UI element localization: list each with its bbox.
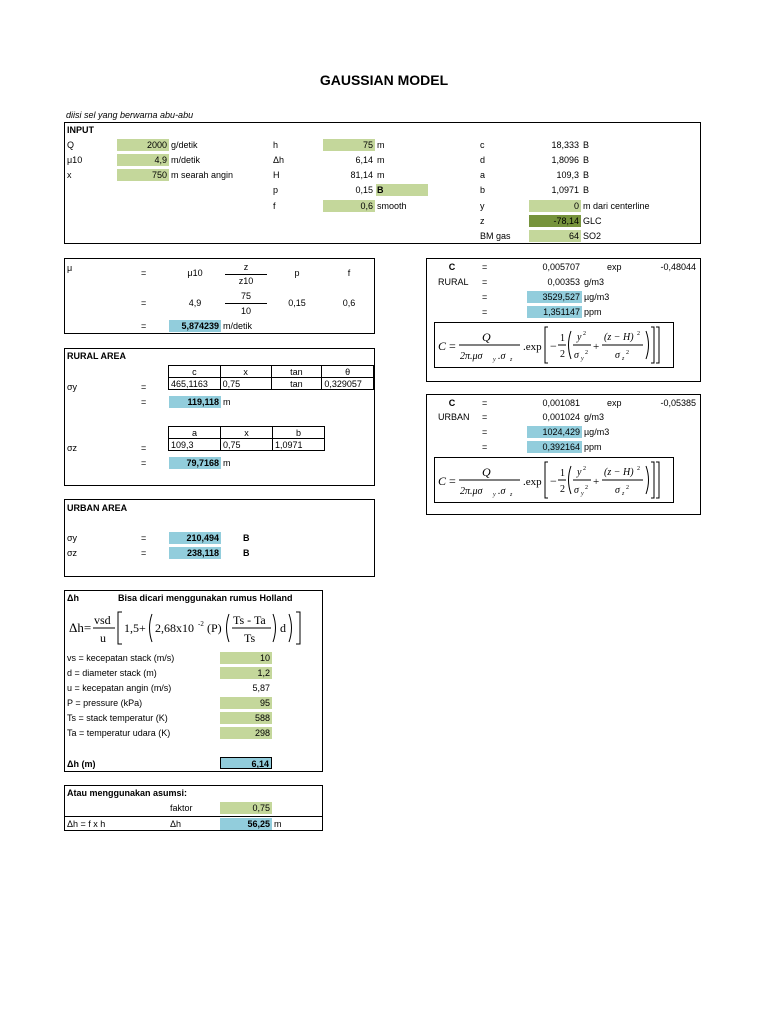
unit-y: m dari centerline [583,201,650,211]
urban-sz-eq: = [141,548,147,558]
unit-dh: m [377,155,385,165]
svg-text:=: = [449,339,456,353]
urban-area-section [64,499,375,577]
svg-text:d: d [280,621,286,635]
svg-text:σ: σ [615,350,620,361]
mu-eq-2: = [141,298,147,308]
holland-value-u: 5,87 [252,683,270,693]
svg-text:y: y [493,357,496,363]
asumsi-header: Atau menggunakan asumsi: [67,788,188,798]
rural-c-eq-2: = [482,277,488,287]
svg-text:+: + [593,476,600,488]
rural-sy-table [168,365,374,390]
svg-text:2: 2 [560,349,565,360]
input-f[interactable]: 0,6 [323,200,375,212]
urban-sy-eq: = [141,533,147,543]
rural-c-value: 0,005707 [542,262,580,272]
svg-text:y: y [493,492,496,498]
unit-a: B [583,170,590,180]
rural-sy-unit: m [223,397,231,407]
mu-result-unit: m/detik [223,321,253,331]
svg-text:2π.μσ: 2π.μσ [460,486,483,497]
holland-header: Δh [67,593,79,603]
rural-sy-eq: = [141,382,147,392]
input-mu10[interactable]: 4,9 [117,154,169,166]
svg-text:−: − [550,339,557,353]
rural-sz-label: σz [67,443,78,453]
asumsi-formula: Δh = f x h [67,819,106,829]
mu-label: μ [67,263,73,273]
rural-sy-label: σy [67,382,78,392]
svg-text:(z − H): (z − H) [604,332,634,343]
input-bm-gas[interactable]: 64 [529,230,581,242]
rural-gaussian-formula-svg [435,323,673,367]
urban-c-eq-4: = [482,442,488,452]
asumsi-section [64,785,323,831]
label-c: c [480,140,485,150]
unit-d: B [583,155,590,165]
unit-f: smooth [377,201,407,211]
mu-h4: f [347,268,351,278]
urban-sz-value: 238,118 [169,547,221,559]
input-label-dh: Δh [273,155,285,165]
holland-param-label-vs: vs = kecepatan stack (m/s) [67,653,175,663]
holland-param-label-d: d = diameter stack (m) [67,668,157,678]
svg-text:y: y [577,467,582,478]
mu-v2-den: 10 [240,306,251,316]
urban-sy-unit: B [243,533,250,543]
rural-sy-eq-2: = [141,397,147,407]
svg-text:y: y [581,491,584,497]
rural-c-eq-4: = [482,307,488,317]
value-a: 109,3 [556,170,579,180]
urban-c-label: C [448,398,456,408]
input-h[interactable]: 75 [323,139,375,151]
mu-v1: 4,9 [188,298,202,308]
urban-sz-unit: B [243,548,250,558]
mu-section [64,258,375,334]
svg-text:(P): (P) [207,621,222,635]
label-bm-gas: BM gas [480,231,511,241]
svg-text:2,68x10: 2,68x10 [155,621,194,635]
mu-h2-den: z10 [238,276,254,286]
asumsi-faktor-label: faktor [170,803,193,813]
value-dh: 6,14 [355,155,373,165]
rural-c-ppm: 1,351147 [527,306,582,318]
svg-text:y: y [577,332,582,343]
unit-z: GLC [583,216,602,226]
svg-text:σ: σ [615,485,620,496]
mu-v2-num: 75 [240,291,251,301]
svg-text:-2: -2 [198,620,204,628]
holland-param-label-u: u = kecepatan angin (m/s) [67,683,172,693]
input-stability-class[interactable]: B [376,184,428,196]
svg-text:C: C [438,339,447,353]
rural-sy-v-x: 0,75 [220,378,271,390]
svg-text:2: 2 [585,485,588,491]
urban-c-gm3: 0,001024 [542,412,580,422]
urban-gaussian-formula [434,457,674,503]
svg-text:2: 2 [637,466,640,472]
holland-result-label: Δh (m) [67,759,96,769]
rural-c-label: C [448,262,456,272]
svg-text:2: 2 [626,485,629,491]
instruction-note: diisi sel yang berwarna abu-abu [66,110,194,120]
urban-exp-label: exp [607,398,622,408]
rural-area-header: RURAL AREA [67,351,127,361]
rural-area-tag: RURAL [438,277,469,287]
urban-concentration-section [426,394,701,515]
unit-H: m [377,170,385,180]
rural-sy-h-tan: tan [271,366,322,378]
asumsi-dh-label: Δh [170,819,182,829]
rural-sy-result: 119,118 [169,396,221,408]
rural-sz-eq-2: = [141,458,147,468]
holland-input-d[interactable]: 1,2 [220,667,272,679]
urban-c-gm3-unit: g/m3 [584,412,605,422]
urban-c-eq-2: = [482,412,488,422]
rural-exp-label: exp [607,262,622,272]
svg-text:z: z [622,356,625,362]
svg-text:z: z [510,357,513,363]
svg-text:2: 2 [583,466,586,472]
urban-exp-value: -0,05385 [660,398,696,408]
input-unit-x: m searah angin [171,170,234,180]
svg-text:1,5+: 1,5+ [124,621,146,635]
urban-area-header: URBAN AREA [67,503,128,513]
svg-text:2: 2 [583,331,586,337]
svg-text:Ts: Ts [244,631,256,645]
asumsi-dh-value: 56,25 [220,818,272,830]
holland-section [64,590,323,772]
mu-h1: μ10 [187,268,203,278]
value-z: -78,14 [529,215,581,227]
input-unit-q: g/detik [171,140,198,150]
svg-text:.σ: .σ [498,486,506,497]
mu-fraction-bar-2 [225,303,267,304]
rural-sy-h-c: c [169,366,221,378]
svg-text:Q: Q [482,465,491,479]
input-y[interactable]: 0 [529,200,581,212]
rural-c-eq-1: = [482,262,488,272]
urban-c-value: 0,001081 [542,398,580,408]
mu-h3: p [294,268,300,278]
label-z: z [480,216,485,226]
rural-sy-v-theta: 0,329057 [322,378,374,390]
input-label-p: p [273,185,279,195]
mu-result: 5,874239 [169,320,221,332]
unit-bm-gas: SO2 [583,231,602,241]
svg-text:−: − [550,474,557,488]
asumsi-faktor-input[interactable]: 0,75 [220,802,272,814]
rural-c-gm3: 0,00353 [547,277,580,287]
rural-sz-eq: = [141,443,147,453]
rural-sz-table [168,426,325,451]
input-label-h: h [273,140,279,150]
rural-c-eq-3: = [482,292,488,302]
rural-area-section [64,348,375,486]
svg-text:=: = [449,474,456,488]
rural-sy-v-tan: tan [271,378,322,390]
input-x[interactable]: 750 [117,169,169,181]
holland-input-ts[interactable]: 588 [220,712,272,724]
svg-text:Δh=: Δh= [69,620,92,635]
rural-c-gm3-unit: g/m3 [584,277,605,287]
mu-eq-3: = [141,321,147,331]
svg-text:1: 1 [560,333,565,344]
mu-v4: 0,6 [342,298,356,308]
svg-text:Ts - Ta: Ts - Ta [233,613,266,627]
rural-sz-v-b: 1,0971 [273,439,325,451]
svg-text:1: 1 [560,468,565,479]
rural-sz-result: 79,7168 [169,457,221,469]
svg-text:.exp: .exp [523,476,542,488]
holland-param-label-ts: Ts = stack temperatur (K) [67,713,168,723]
rural-sz-h-x: x [221,427,273,439]
svg-text:2: 2 [560,484,565,495]
urban-c-ppm: 0,392164 [527,441,582,453]
input-unit-h: m [377,140,385,150]
input-unit-mu10: m/detik [171,155,201,165]
svg-text:2: 2 [585,350,588,356]
rural-c-ugm3-unit: µg/m3 [584,292,610,302]
rural-sy-h-theta: θ [322,366,374,378]
rural-sy-h-x: x [220,366,271,378]
urban-c-ppm-unit: ppm [584,442,602,452]
rural-sz-h-a: a [169,427,221,439]
rural-sz-v-a: 109,3 [169,439,221,451]
urban-gaussian-formula-svg [435,458,673,502]
rural-gaussian-formula [434,322,674,368]
urban-area-tag: URBAN [438,412,470,422]
holland-input-vs[interactable]: 10 [220,652,272,664]
holland-input-p[interactable]: 95 [220,697,272,709]
input-label-f: f [273,201,276,211]
svg-text:σ: σ [574,350,579,361]
urban-sz-label: σz [67,548,78,558]
svg-text:y: y [581,356,584,362]
rural-sy-v-c: 465,1163 [169,378,221,390]
svg-text:u: u [100,631,106,645]
svg-text:.exp: .exp [523,341,542,353]
urban-sy-label: σy [67,533,78,543]
urban-c-eq-3: = [482,427,488,437]
label-b: b [480,185,486,195]
value-H: 81,14 [350,170,373,180]
rural-sz-v-x: 0,75 [221,439,273,451]
svg-text:2: 2 [626,350,629,356]
mu-eq-1: = [141,268,147,278]
label-a: a [480,170,486,180]
svg-text:σ: σ [574,485,579,496]
input-header: INPUT [67,125,94,135]
rural-c-ppm-unit: ppm [584,307,602,317]
input-label-mu10: μ10 [67,155,83,165]
input-label-H: H [273,170,280,180]
holland-param-label-p: P = pressure (kPa) [67,698,143,708]
svg-text:C: C [438,474,447,488]
rural-concentration-section [426,258,701,382]
unit-b: B [583,185,590,195]
rural-sz-h-b: b [273,427,325,439]
svg-text:(z − H): (z − H) [604,467,634,478]
holland-description: Bisa dicari menggunakan rumus Holland [118,593,293,603]
input-q[interactable]: 2000 [117,139,169,151]
svg-text:2: 2 [637,331,640,337]
urban-c-ugm3-unit: µg/m3 [584,427,610,437]
asumsi-dh-unit: m [274,819,282,829]
unit-c: B [583,140,590,150]
holland-formula-svg [68,606,320,648]
rural-exp-value: -0,48044 [660,262,696,272]
svg-text:vsd: vsd [94,613,111,627]
rural-c-ugm3: 3529,527 [527,291,582,303]
label-d: d [480,155,486,165]
urban-c-eq-1: = [482,398,488,408]
svg-text:z: z [622,491,625,497]
svg-text:z: z [510,492,513,498]
value-p: 0,15 [355,185,373,195]
svg-text:+: + [593,341,600,353]
input-label-x: x [67,170,72,180]
value-d: 1,8096 [551,155,579,165]
holland-input-ta[interactable]: 298 [220,727,272,739]
value-c: 18,333 [551,140,579,150]
urban-c-ugm3: 1024,429 [527,426,582,438]
holland-result: 6,14 [220,757,272,769]
svg-text:Q: Q [482,330,491,344]
urban-sy-value: 210,494 [169,532,221,544]
page-title: GAUSSIAN MODEL [319,72,449,88]
svg-text:.σ: .σ [498,351,506,362]
asumsi-divider [65,816,322,817]
input-section [64,122,701,244]
mu-v3: 0,15 [288,298,306,308]
rural-sz-unit: m [223,458,231,468]
svg-text:2π.μσ: 2π.μσ [460,351,483,362]
mu-h2-num: z [243,262,249,272]
holland-formula [68,606,320,648]
holland-param-label-ta: Ta = temperatur udara (K) [67,728,171,738]
label-y: y [480,201,485,211]
value-b: 1,0971 [551,185,579,195]
input-label-q: Q [67,140,75,150]
